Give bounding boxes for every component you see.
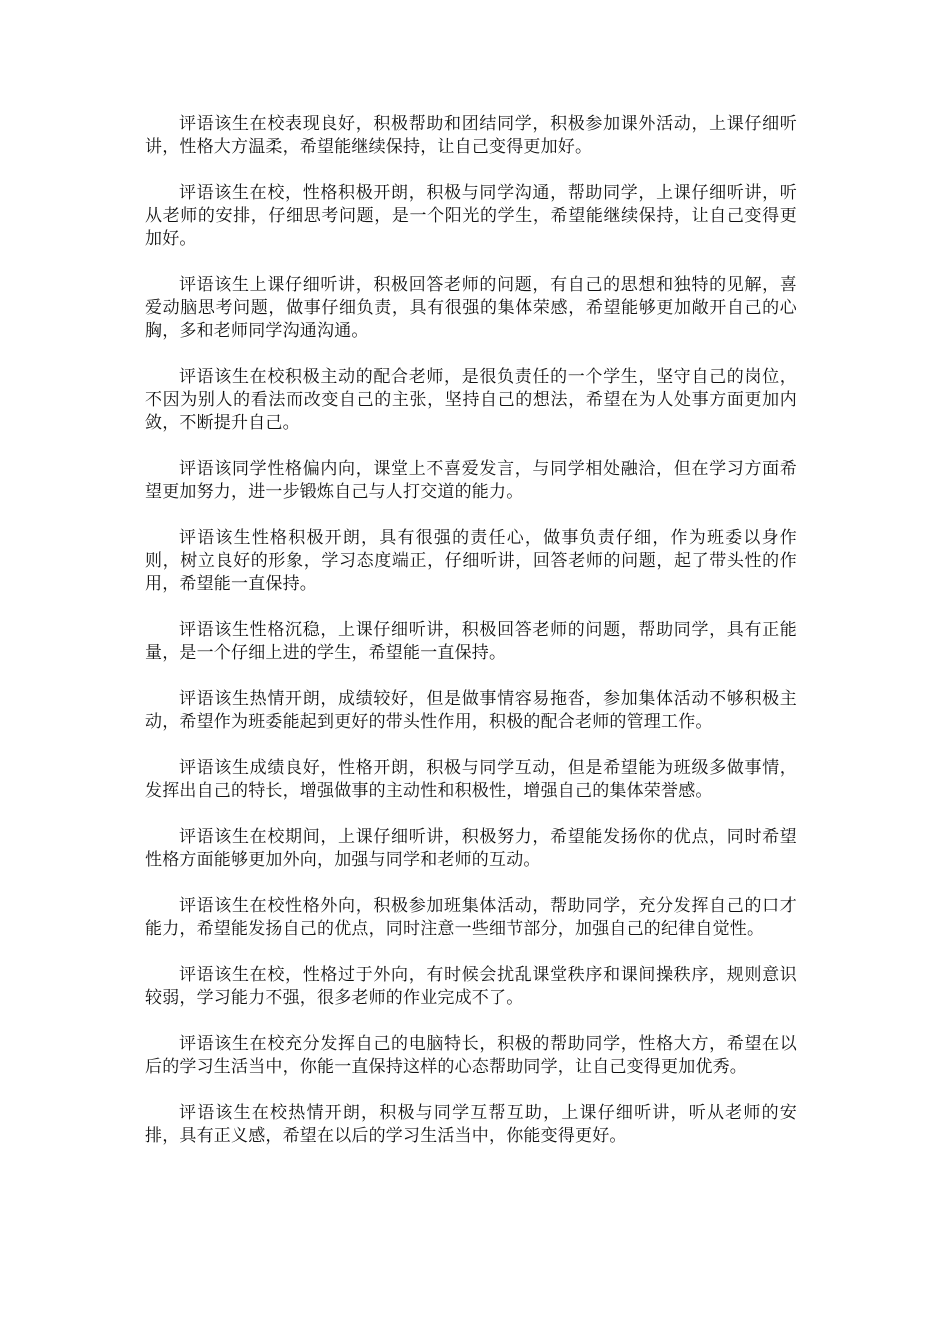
comment-paragraph-8: 评语该生热情开朗，成绩较好，但是做事情容易拖沓，参加集体活动不够积极主动，希望作为班委能起到更好的带头性作用，积极的配合老师的管理工作。 <box>145 689 797 732</box>
comment-paragraph-2: 评语该生在校，性格积极开朗，积极与同学沟通，帮助同学，上课仔细听讲，听从老师的安排，仔细思考问题，是一个阳光的学生，希望能继续保持，让自己变得更加好。 <box>145 183 797 249</box>
comment-paragraph-9: 评语该生成绩良好，性格开朗，积极与同学互动，但是希望能为班级多做事情，发挥出自己的特长，增强做事的主动性和积极性，增强自己的集体荣誉感。 <box>145 758 797 801</box>
comment-paragraph-11: 评语该生在校性格外向，积极参加班集体活动，帮助同学，充分发挥自己的口才能力，希望能发扬自己的优点，同时注意一些细节部分，加强自己的纪律自觉性。 <box>145 896 797 939</box>
comment-paragraph-4: 评语该生在校积极主动的配合老师，是很负责任的一个学生，坚守自己的岗位，不因为别人的看法而改变自己的主张，坚持自己的想法，希望在为人处事方面更加内敛，不断提升自己。 <box>145 367 797 433</box>
comment-paragraph-3: 评语该生上课仔细听讲，积极回答老师的问题，有自己的思想和独特的见解，喜爱动脑思考问题，做事仔细负责，具有很强的集体荣感，希望能够更加敞开自己的心胸，多和老师同学沟通沟通。 <box>145 275 797 341</box>
comment-paragraph-13: 评语该生在校充分发挥自己的电脑特长，积极的帮助同学，性格大方，希望在以后的学习生活当中，你能一直保持这样的心态帮助同学，让自己变得更加优秀。 <box>145 1034 797 1077</box>
comment-paragraph-10: 评语该生在校期间，上课仔细听讲，积极努力，希望能发扬你的优点，同时希望性格方面能够更加外向，加强与同学和老师的互动。 <box>145 827 797 870</box>
comment-paragraph-12: 评语该生在校，性格过于外向，有时候会扰乱课堂秩序和课间操秩序，规则意识较弱，学习能力不强，很多老师的作业完成不了。 <box>145 965 797 1008</box>
comment-paragraph-5: 评语该同学性格偏内向，课堂上不喜爱发言，与同学相处融洽，但在学习方面希望更加努力，进一步锻炼自己与人打交道的能力。 <box>145 459 797 502</box>
comment-paragraph-14: 评语该生在校热情开朗，积极与同学互帮互助，上课仔细听讲，听从老师的安排，具有正义感，希望在以后的学习生活当中，你能变得更好。 <box>145 1103 797 1146</box>
document-page <box>145 113 797 1171</box>
comment-paragraph-7: 评语该生性格沉稳，上课仔细听讲，积极回答老师的问题，帮助同学，具有正能量，是一个仔细上进的学生，希望能一直保持。 <box>145 620 797 663</box>
comment-paragraph-1: 评语该生在校表现良好，积极帮助和团结同学，积极参加课外活动，上课仔细听讲，性格大方温柔，希望能继续保持，让自己变得更加好。 <box>145 114 797 157</box>
comment-paragraph-6: 评语该生性格积极开朗，具有很强的责任心，做事负责仔细，作为班委以身作则，树立良好的形象，学习态度端正，仔细听讲，回答老师的问题，起了带头性的作用，希望能一直保持。 <box>145 528 797 594</box>
